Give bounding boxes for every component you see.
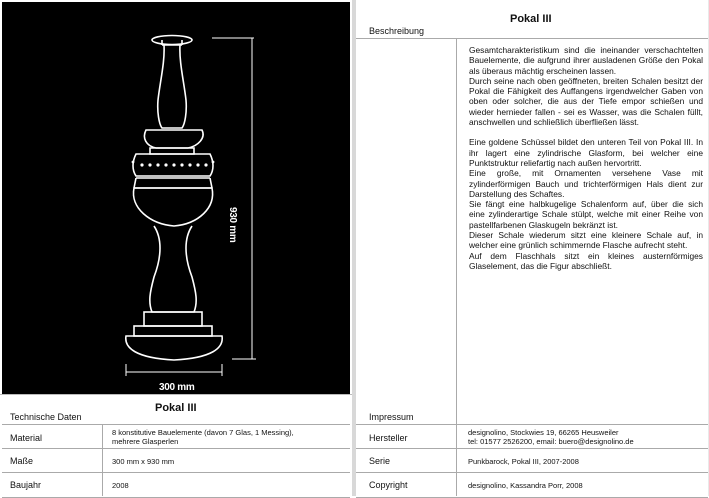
- row-key: Maße: [10, 456, 34, 466]
- row-value-line: 8 konstitutive Bauelemente (davon 7 Glas, 1 Messing),: [112, 428, 294, 437]
- table-row: [356, 472, 708, 498]
- description-paragraph: Eine goldene Schüssel bildet den unteren Teil von Pokal III. In ihr lagert eine zylindrische Glasform, bei welcher eine Punktstruktur reliefartig nach außen hervortritt.: [469, 137, 703, 168]
- row-value: 2008: [112, 481, 129, 490]
- table-divider: [102, 424, 103, 496]
- description-label: Beschreibung: [369, 26, 425, 36]
- row-value: Punkbarock, Pokal III, 2007-2008: [468, 457, 579, 466]
- row-key: Hersteller: [369, 433, 408, 443]
- table-row: [2, 424, 350, 449]
- description-paragraph: Auf dem Flaschhals sitzt ein kleines austernförmiges Glaselement, das die Figur abschließt.: [469, 250, 703, 271]
- description-divider: [456, 38, 457, 424]
- row-value: [112, 428, 294, 446]
- row-value: [468, 428, 634, 446]
- row-key: Material: [10, 433, 43, 443]
- description-paragraph: Dieser Schale wiederum sitzt eine kleinere Schale auf, in welcher eine grünlich schimmernde Flasche aufrecht steht.: [469, 230, 703, 251]
- table-row: [2, 472, 350, 498]
- description-panel: [356, 0, 708, 496]
- description-paragraph: Durch seine nach oben geöffneten, breiten Schalen besitzt der Pokal die Fähigkeit des Auffangens irgendwelcher Gaben von oben oder solcher, die aus der Tiefe empor schießen und wieder hernieder fallen - sei es Wasser, was die Schalen füllt, anschwellen und schließlich überfließen lässt.: [469, 75, 703, 128]
- technical-data-panel: [0, 0, 352, 496]
- table-row: [356, 448, 708, 473]
- left-header: [0, 394, 352, 425]
- impressum-table: [356, 424, 708, 496]
- right-title: Pokal III: [510, 13, 552, 25]
- table-row: [356, 424, 708, 449]
- width-dimension-label: 300 mm: [159, 382, 195, 393]
- row-key: Serie: [369, 456, 391, 466]
- description-paragraph: Eine große, mit Ornamenten versehene Vase mit zylinderförmigen Bauch und trichterförmigen Hals dient zur Darstellung des Schaftes.: [469, 168, 703, 199]
- technical-data-table: [2, 424, 350, 496]
- row-value-line: designolino, Stockwies 19, 66265 Heusweiler: [468, 428, 619, 437]
- row-value-line: tel: 01577 2526200, email: buero@designolino.de: [468, 437, 634, 446]
- impressum-label: Impressum: [369, 412, 414, 422]
- row-value: designolino, Kassandra Porr, 2008: [468, 481, 583, 490]
- technical-drawing: [2, 2, 350, 394]
- technical-data-label: Technische Daten: [10, 412, 82, 422]
- row-key: Copyright: [369, 480, 408, 490]
- description-paragraph: Gesamtcharakteristikum sind die ineinander verschachtelten Bauelemente, die aufgrund ihrer ausladenen Größe den Pokal als überaus mächtig erscheinen lassen.: [469, 45, 703, 76]
- goblet-outline-drawing: [2, 2, 350, 394]
- table-row: [2, 448, 350, 473]
- right-header: [356, 0, 708, 39]
- row-value-line: mehrere Glasperlen: [112, 437, 179, 446]
- left-title: Pokal III: [155, 402, 197, 414]
- description-text: [469, 45, 703, 271]
- height-dimension-label: 930 mm: [227, 207, 238, 243]
- row-value: 300 mm x 930 mm: [112, 457, 175, 466]
- row-key: Baujahr: [10, 480, 42, 490]
- table-divider: [456, 424, 457, 496]
- description-paragraph: Sie fängt eine halbkugelige Schalenform auf, über die sich eine zylinderartige Schale stülpt, welche mit einer Reihe von pastellfarbenen Glaskugeln bekränzt ist.: [469, 199, 703, 230]
